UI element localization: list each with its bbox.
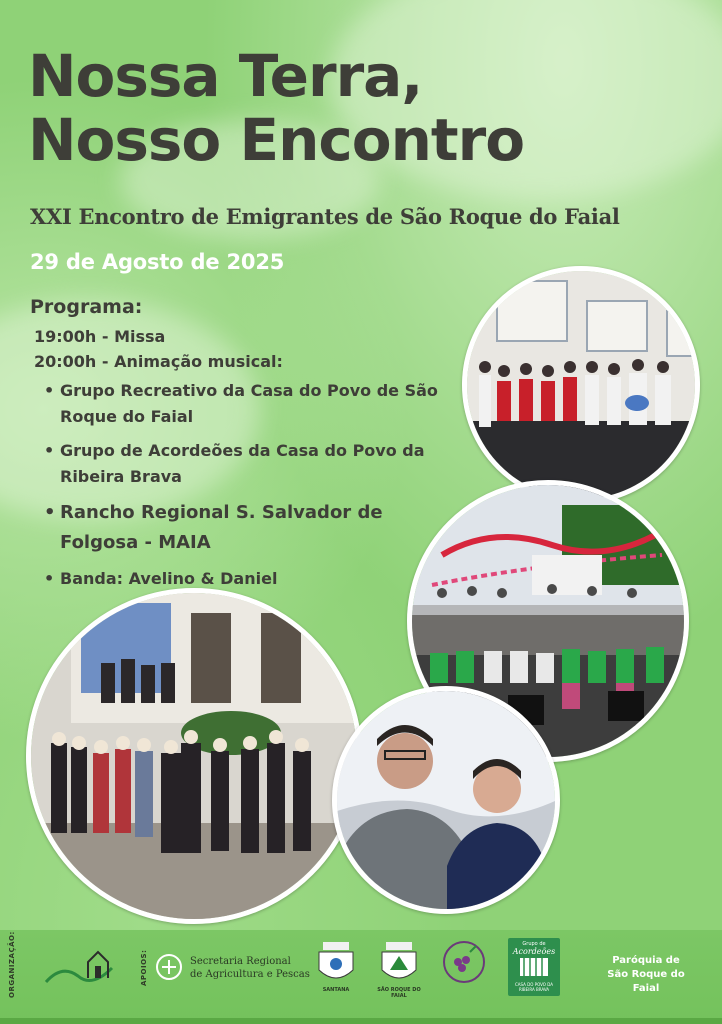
casa-do-povo-logo bbox=[42, 944, 124, 1000]
organizacao-label: ORGANIZAÇÃO: bbox=[8, 931, 16, 998]
secretaria-line-1: Secretaria Regional bbox=[190, 956, 291, 967]
apoios-label: APOIOS: bbox=[140, 949, 148, 986]
photo-band-duo bbox=[332, 686, 560, 914]
acordeoes-word: Acordeões bbox=[512, 947, 556, 956]
footer-strip bbox=[0, 1018, 722, 1024]
program-item-music: 20:00h - Animação musical: bbox=[34, 352, 283, 371]
act-item: • Banda: Avelino & Daniel bbox=[30, 566, 450, 592]
grapes-pg-logo bbox=[436, 940, 492, 988]
photo-rancho-regional bbox=[26, 588, 362, 924]
acordeoes-logo bbox=[508, 938, 560, 996]
program-heading: Programa: bbox=[30, 296, 143, 318]
parish-line-1: Paróquia de bbox=[612, 955, 680, 966]
title-line-1: Nossa Terra, bbox=[28, 42, 423, 110]
program-section bbox=[30, 296, 450, 600]
title-line-2: Nosso Encontro bbox=[28, 106, 525, 174]
event-subtitle: XXI Encontro de Emigrantes de São Roque do Faial bbox=[30, 204, 620, 229]
photo-folk-group-stage bbox=[462, 266, 700, 504]
santana-crest-icon bbox=[313, 940, 359, 988]
act-item: • Rancho Regional S. Salvador de Folgosa - MAIA bbox=[30, 498, 410, 558]
act-item: • Grupo de Acordeões da Casa do Povo da Ribeira Brava bbox=[30, 438, 440, 490]
parish-line-2: São Roque do Faial bbox=[607, 969, 685, 994]
poster-title bbox=[28, 44, 524, 172]
act-item: • Grupo Recreativo da Casa do Povo de São Roque do Faial bbox=[30, 378, 440, 430]
secretaria-regional-text bbox=[190, 955, 310, 981]
santana-caption: SANTANA bbox=[322, 987, 350, 993]
sao-roque-crest-icon bbox=[376, 940, 422, 988]
parish-label bbox=[596, 954, 696, 996]
acts-list bbox=[30, 378, 450, 592]
program-item-mass: 19:00h - Missa bbox=[34, 327, 166, 346]
secretaria-line-2: de Agricultura e Pescas bbox=[190, 969, 310, 980]
secretaria-regional-icon bbox=[154, 952, 184, 982]
accordion-icon bbox=[508, 956, 560, 978]
sao-roque-caption: SÃO ROQUE DO FAIAL bbox=[377, 987, 421, 999]
acordeoes-top-text: Grupo de bbox=[522, 941, 546, 947]
acordeoes-caption: CASA DO POVO DA RIBEIRA BRAVA bbox=[515, 982, 553, 992]
event-date: 29 de Agosto de 2025 bbox=[30, 250, 285, 274]
